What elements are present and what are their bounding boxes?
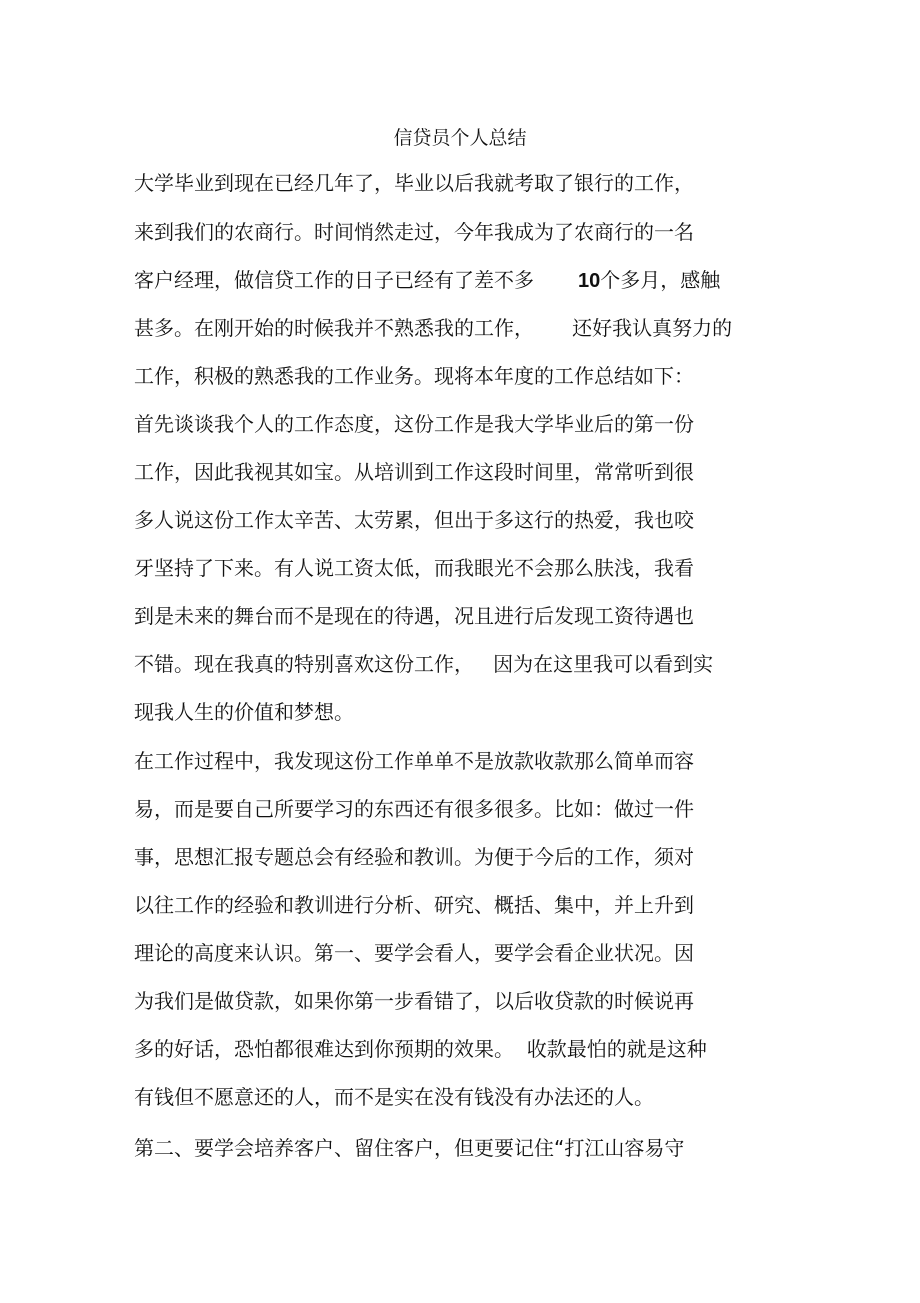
document-title: 信贷员个人总结 [393,127,527,149]
paragraph-line: 第二、要学会培养客户、留住客户，但更要记住“打江山容易守 [134,1136,685,1160]
month-count: 10 [578,270,601,292]
paragraph-line: 多的好话，恐怕都很难达到你预期的效果。 收款最怕的就是这种 [134,1037,707,1061]
line-text: 客户经理，做信贷工作的日子已经有了差不多 [134,268,534,292]
paragraph-line: 多人说这份工作太辛苦、太劳累，但出于多这行的热爱，我也咬 [134,508,694,532]
paragraph-line: 现我人生的价值和梦想。 [134,700,354,724]
paragraph-line: 首先谈谈我个人的工作态度，这份工作是我大学毕业后的第一份 [134,412,694,436]
paragraph-line: 不错。现在我真的特别喜欢这份工作， 因为在这里我可以看到实 [134,652,714,676]
paragraph-line: 为我们是做贷款，如果你第一步看错了，以后收贷款的时候说再 [134,989,694,1013]
paragraph-line: 有钱但不愿意还的人，而不是实在没有钱没有办法还的人。 [134,1085,654,1109]
paragraph-line [134,265,720,296]
paragraph-line: 理论的高度来认识。第一、要学会看人，要学会看企业状况。因 [134,941,694,965]
paragraph-line: 到是未来的舞台而不是现在的待遇，况且进行后发现工资待遇也 [134,604,694,628]
paragraph-line: 以往工作的经验和教训进行分析、研究、概括、集中，并上升到 [134,893,694,917]
paragraph-line: 来到我们的农商行。时间悄然走过，今年我成为了农商行的一名 [134,220,694,244]
paragraph-line: 甚多。在刚开始的时候我并不熟悉我的工作， 还好我认真努力的 [134,316,733,340]
paragraph-line: 易，而是要自己所要学习的东西还有很多很多。比如：做过一件 [134,797,694,821]
paragraph-line: 大学毕业到现在已经几年了，毕业以后我就考取了银行的工作， [134,171,694,195]
paragraph-line: 在工作过程中，我发现这份工作单单不是放款收款那么简单而容 [134,749,694,773]
paragraph-line: 工作，积极的熟悉我的工作业务。现将本年度的工作总结如下： [134,364,694,388]
line-text: 个多月，感触 [600,268,721,292]
paragraph-line: 事，思想汇报专题总会有经验和教训。为便于今后的工作，须对 [134,845,694,869]
paragraph-line: 牙坚持了下来。有人说工资太低，而我眼光不会那么肤浅，我看 [134,556,694,580]
paragraph-line: 工作，因此我视其如宝。从培训到工作这段时间里，常常听到很 [134,460,694,484]
